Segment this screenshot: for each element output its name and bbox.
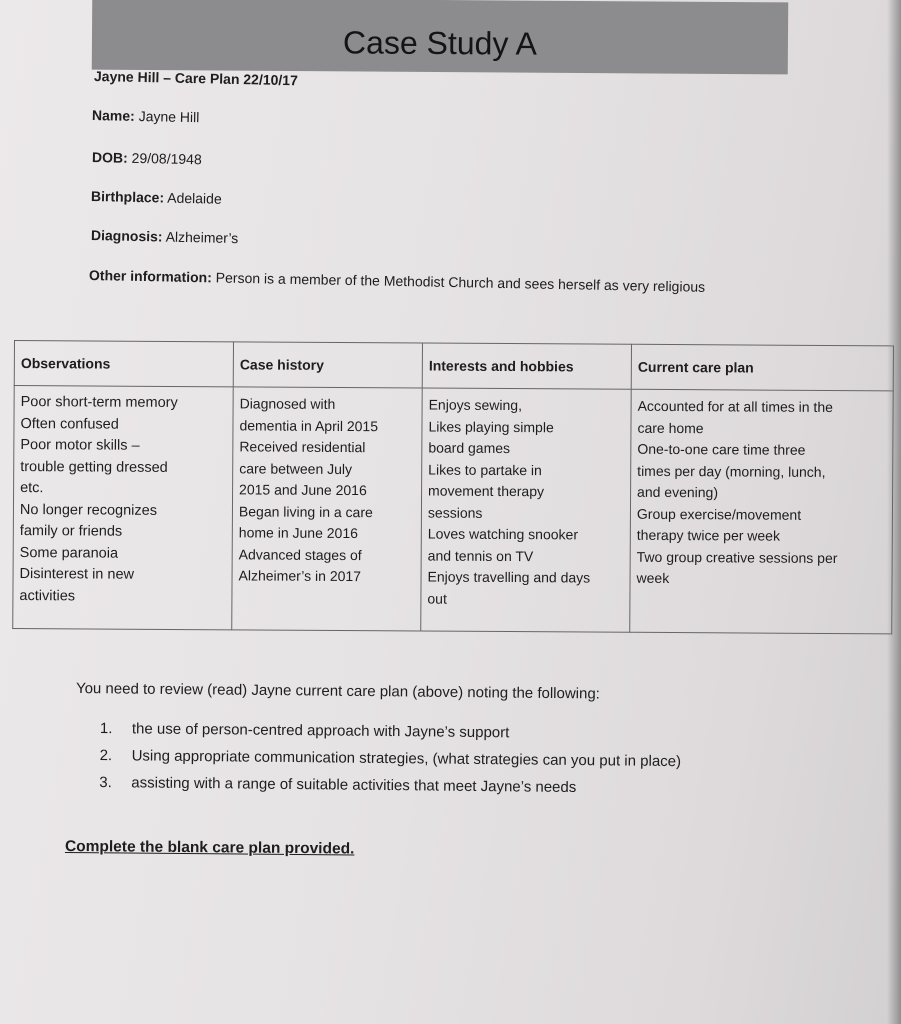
cell-line: Often confused xyxy=(20,415,119,433)
cell-line: Loves watching snooker xyxy=(427,525,579,543)
field-label: Other information: xyxy=(88,267,213,286)
list-item xyxy=(99,774,681,807)
field-value: Person is a member of the Methodist Church and sees herself as very religious xyxy=(215,269,706,295)
field-value: Jayne Hill xyxy=(138,107,200,126)
cell-line: Disinterest in new xyxy=(19,566,135,583)
field-other-information xyxy=(89,267,705,295)
care-plan-header: Jayne Hill – Care Plan 22/10/17 xyxy=(93,68,299,89)
header-interests: Interests and hobbies xyxy=(422,343,631,389)
list-number: 1. xyxy=(99,720,113,738)
care-plan-table xyxy=(12,340,894,634)
care-plan-cell xyxy=(630,389,893,634)
list-number: 2. xyxy=(99,746,113,765)
header-observations: Observations xyxy=(14,341,233,387)
cell-line: dementia in April 2015 xyxy=(239,416,379,434)
table-header-row xyxy=(14,341,893,391)
cell-line: out xyxy=(427,590,447,607)
cell-line: Began living in a care xyxy=(238,502,373,520)
cell-line: Received residential xyxy=(239,438,366,456)
field-value: 29/08/1948 xyxy=(131,149,202,168)
field-value: Adelaide xyxy=(167,189,222,207)
list-text: the use of person-centred approach with Jayne’s support xyxy=(131,720,510,742)
cell-line: board games xyxy=(428,439,511,457)
cell-line: No longer recognizes xyxy=(19,501,158,519)
field-label: Name: xyxy=(91,107,135,124)
cell-line: Diagnosed with xyxy=(239,395,336,412)
case-history-cell xyxy=(232,387,422,631)
cell-line: sessions xyxy=(427,504,483,521)
header-case-history: Case history xyxy=(233,342,422,388)
cell-line: Likes playing simple xyxy=(428,418,554,435)
cell-line: Poor short-term memory xyxy=(20,394,178,412)
interests-cell xyxy=(421,388,631,632)
complete-instruction: Complete the blank care plan provided. xyxy=(64,838,355,858)
header-current-care-plan: Current care plan xyxy=(631,344,893,391)
cell-line: 2015 and June 2016 xyxy=(239,481,367,499)
list-text: assisting with a range of suitable activities that meet Jayne’s needs xyxy=(131,774,577,796)
cell-line: and tennis on TV xyxy=(427,547,534,564)
field-value: Alzheimer’s xyxy=(165,228,239,247)
field-label: DOB: xyxy=(91,149,128,166)
cell-line: movement therapy xyxy=(428,482,545,500)
cell-line: care home xyxy=(637,419,704,436)
observations-cell xyxy=(13,386,233,630)
cell-line: Two group creative sessions per xyxy=(636,548,838,566)
list-text: Using appropriate communication strategies, (what strategies can you put in place) xyxy=(131,747,682,771)
field-birthplace xyxy=(91,188,222,207)
cell-line: times per day (morning, lunch, xyxy=(637,462,826,480)
cell-line: Enjoys sewing, xyxy=(428,396,523,414)
cell-line: family or friends xyxy=(19,523,123,540)
cell-line: trouble getting dressed xyxy=(20,458,168,476)
list-number: 3. xyxy=(99,773,112,792)
cell-line: etc. xyxy=(20,480,44,497)
field-diagnosis xyxy=(91,227,239,246)
table-row xyxy=(13,386,893,634)
cell-line: therapy twice per week xyxy=(636,526,781,544)
cell-line: Alzheimer’s in 2017 xyxy=(238,567,362,585)
cell-line: Some paranoia xyxy=(19,544,119,562)
field-name xyxy=(92,107,200,125)
cell-line: Group exercise/movement xyxy=(636,505,802,523)
cell-line: activities xyxy=(19,587,76,604)
field-label: Diagnosis: xyxy=(90,227,163,245)
task-list xyxy=(99,720,681,807)
cell-line: Poor motor skills – xyxy=(20,437,140,454)
cell-line: Advanced stages of xyxy=(238,545,362,563)
cell-line: week xyxy=(636,569,670,587)
cell-line: home in June 2016 xyxy=(238,524,358,542)
title-banner xyxy=(92,0,788,74)
cell-line: care between July xyxy=(239,459,353,477)
cell-line: Enjoys travelling and days xyxy=(427,568,591,586)
cell-line: One-to-one care time three xyxy=(637,440,806,458)
field-dob xyxy=(92,149,202,167)
cell-line: Likes to partake in xyxy=(428,461,542,478)
field-label: Birthplace: xyxy=(90,188,165,206)
cell-line: Accounted for at all times in the xyxy=(637,397,833,416)
review-intro: You need to review (read) Jayne current care plan (above) noting the following: xyxy=(75,680,600,703)
page-title: Case Study A xyxy=(342,23,538,62)
cell-line: and evening) xyxy=(637,483,719,501)
